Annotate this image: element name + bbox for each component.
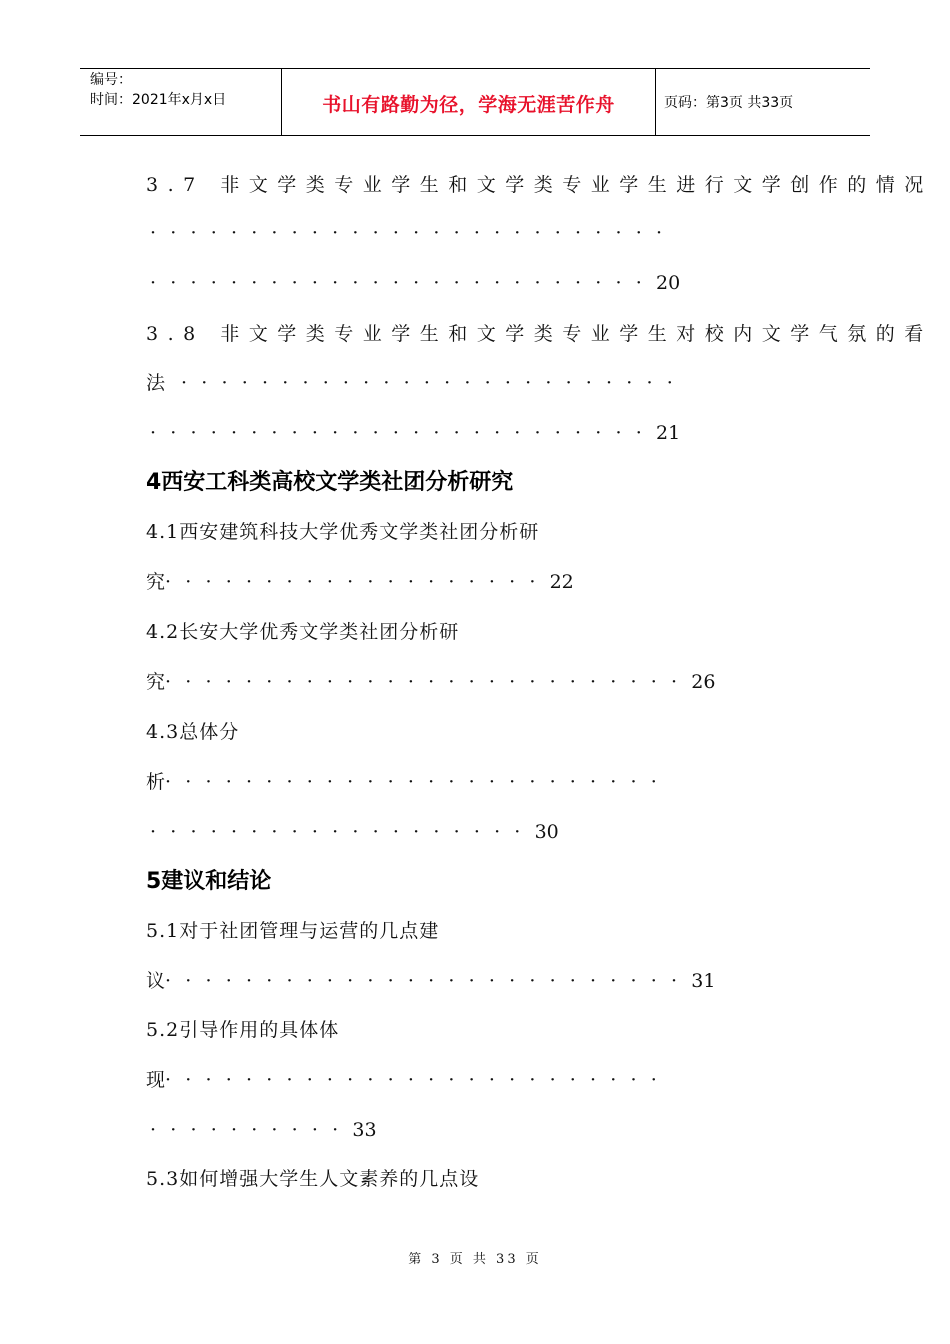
toc-entry-4-3-page: 30	[534, 821, 559, 843]
toc-entry-5-2-title[interactable]: 5.2引导作用的具体体	[146, 1019, 340, 1041]
toc-entry-4-2-title[interactable]: 4.2长安大学优秀文学类社团分析研	[146, 621, 460, 643]
toc-entry-3-7-page: 20	[656, 272, 681, 294]
toc-entry-5-3-title[interactable]: 5.3如何增强大学生人文素养的几点设	[146, 1168, 480, 1190]
toc-entry-4-2-page: 26	[691, 671, 716, 693]
header-top-rule	[80, 68, 870, 69]
toc-entry-4-3-row2	[146, 770, 671, 794]
header-number-label: 编号：	[90, 72, 132, 88]
page-footer: 第 3 页 共 33 页	[408, 1252, 542, 1267]
header-time-label: 时间：2021年x月x日	[90, 92, 227, 108]
toc-entry-5-1-title-cont: 议	[146, 970, 166, 992]
toc-entry-3-7-title[interactable]: 3.7 非文学类专业学生和文学类专业学生进行文学创作的情况	[146, 174, 933, 196]
toc-entry-5-2-leader2: ··········	[150, 1119, 353, 1141]
toc-entry-5-1-row2	[146, 969, 715, 993]
toc-entry-5-2-row2	[146, 1068, 671, 1092]
toc-entry-3-8-row2	[146, 371, 687, 395]
toc-entry-3-8-leader-row	[150, 421, 680, 445]
toc-entry-4-3-leader2: ···················	[150, 821, 535, 843]
toc-entry-5-2-leader-row	[150, 1118, 377, 1142]
toc-entry-5-1-title[interactable]: 5.1对于社团管理与运营的几点建	[146, 920, 440, 942]
toc-entry-4-1-title[interactable]: 4.1西安建筑科技大学优秀文学类社团分析研	[146, 521, 540, 543]
toc-entry-4-1-row2	[146, 570, 574, 594]
header-divider-right	[655, 68, 656, 136]
toc-entry-3-8-title-cont: 法	[146, 372, 166, 394]
toc-entry-3-7-leader2: ·························	[150, 272, 656, 294]
toc-entry-4-3-leader: ·························	[165, 771, 672, 793]
toc-entry-4-1-leader: ···················	[165, 571, 550, 593]
toc-heading-5[interactable]: 5建议和结论	[146, 869, 272, 894]
toc-entry-4-2-leader: ··························	[165, 671, 692, 693]
toc-entry-3-8-page: 21	[656, 422, 681, 444]
toc-heading-4[interactable]: 4西安工科类高校文学类社团分析研究	[146, 470, 514, 495]
toc-entry-4-3-title-cont: 析	[146, 771, 166, 793]
toc-entry-3-7-leader-row	[150, 271, 680, 295]
toc-entry-3-8-leader: ·························	[181, 372, 688, 394]
toc-entry-5-2-page: 33	[352, 1119, 377, 1141]
toc-entry-5-1-leader: ··························	[165, 970, 692, 992]
header-bottom-rule	[80, 135, 870, 136]
toc-entry-3-7-leader: ··························	[150, 222, 677, 244]
toc-entry-3-8-leader2: ·························	[150, 422, 656, 444]
toc-entry-5-2-title-cont: 现	[146, 1069, 166, 1091]
toc-entry-3-8-title[interactable]: 3.8 非文学类专业学生和文学类专业学生对校内文学气氛的看	[146, 323, 933, 345]
toc-entry-5-1-page: 31	[691, 970, 716, 992]
toc-entry-4-3-title[interactable]: 4.3总体分	[146, 721, 240, 743]
header-motto: 书山有路勤为径，学海无涯苦作舟	[322, 94, 615, 116]
header-page-code: 页码：第3页 共33页	[664, 95, 794, 111]
toc-entry-4-1-page: 22	[549, 571, 574, 593]
toc-entry-5-2-leader: ·························	[165, 1069, 672, 1091]
toc-entry-4-2-title-cont: 究	[146, 671, 166, 693]
toc-entry-4-1-title-cont: 究	[146, 571, 166, 593]
toc-entry-4-3-leader-row	[150, 820, 559, 844]
toc-entry-4-2-row2	[146, 670, 715, 694]
